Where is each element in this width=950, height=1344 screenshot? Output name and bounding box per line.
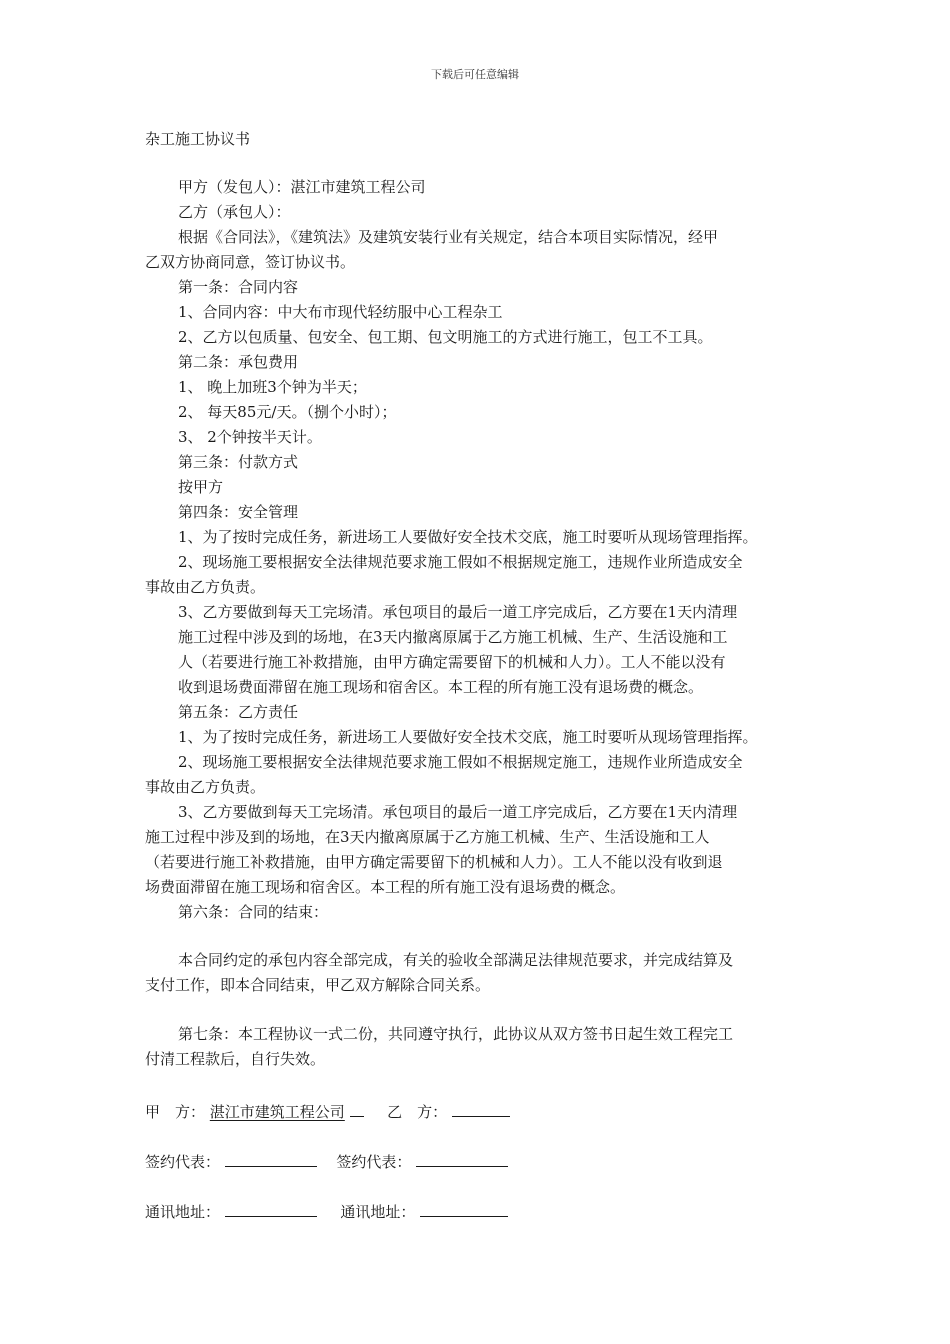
article-item: 按甲方 (178, 478, 224, 496)
preamble-line: 乙双方协商同意，签订协议书。 (145, 253, 356, 271)
article-item-cont: 场费面滞留在施工现场和宿舍区。本工程的所有施工没有退场费的概念。 (145, 878, 626, 896)
article-item: 3、乙方要做到每天工完场清。承包项目的最后一道工序完成后，乙方要在1天内清理 (178, 603, 738, 621)
article-item: 2、乙方以包质量、包安全、包工期、包文明施工的方式进行施工，包工不工具。 (178, 328, 713, 346)
article-item-cont: （若要进行施工补救措施，由甲方确定需要留下的机械和人力）。工人不能以没有收到退 (145, 853, 723, 871)
rep-a-label: 签约代表： (145, 1153, 221, 1171)
party-a-trailing-blank (350, 1100, 364, 1117)
article-body: 支付工作，即本合同结束，甲乙双方解除合同关系。 (145, 976, 491, 994)
article-item-cont: 收到退场费面滞留在施工现场和宿舍区。本工程的所有施工没有退场费的概念。 (178, 678, 704, 696)
signature-row-party (145, 1100, 510, 1122)
signature-row-rep (145, 1150, 508, 1172)
addr-b-label: 通讯地址： (340, 1203, 416, 1221)
article-item-cont: 人（若要进行施工补救措施，由甲方确定需要留下的机械和人力）。工人不能以没有 (178, 653, 726, 671)
party-a-label: 甲 方： (145, 1103, 206, 1121)
article-item-cont: 事故由乙方负责。 (145, 778, 266, 796)
signature-row-address (145, 1200, 508, 1222)
article-item: 3、乙方要做到每天工完场清。承包项目的最后一道工序完成后，乙方要在1天内清理 (178, 803, 738, 821)
article-item: 1、为了按时完成任务，新进场工人要做好安全技术交底，施工时要听从现场管理指挥。 (178, 728, 758, 746)
addr-a-blank (225, 1200, 317, 1217)
rep-a-blank (225, 1150, 317, 1167)
party-b-label: 乙 方： (387, 1103, 448, 1121)
party-b-blank (452, 1100, 510, 1117)
party-a-line: 甲方（发包人）：湛江市建筑工程公司 (178, 178, 426, 196)
article-heading: 第四条：安全管理 (178, 503, 299, 521)
article-heading: 第三条：付款方式 (178, 453, 299, 471)
article-heading: 第六条：合同的结束： (178, 903, 329, 921)
article-body: 本合同约定的承包内容全部完成，有关的验收全部满足法律规范要求，并完成结算及 (178, 951, 734, 969)
party-b-line: 乙方（承包人）： (178, 203, 291, 221)
addr-a-label: 通讯地址： (145, 1203, 221, 1221)
article-item: 1、 晚上加班3个钟为半天； (178, 378, 367, 396)
article-body: 付清工程款后，自行失效。 (145, 1050, 326, 1068)
article-item-cont: 施工过程中涉及到的场地，在3天内撤离原属于乙方施工机械、生产、生活设施和工 (178, 628, 728, 646)
preamble-line: 根据《合同法》，《建筑法》及建筑安装行业有关规定，结合本项目实际情况，经甲 (178, 228, 719, 246)
article-heading: 第一条：合同内容 (178, 278, 299, 296)
article-item: 2、 每天85元/天。（捌个小时）； (178, 403, 397, 421)
article-heading: 第七条：本工程协议一式二份，共同遵守执行，此协议从双方签书日起生效工程完工 (178, 1025, 734, 1043)
article-heading: 第二条：承包费用 (178, 353, 299, 371)
party-a-value: 湛江市建筑工程公司 (209, 1103, 345, 1121)
article-item-cont: 事故由乙方负责。 (145, 578, 266, 596)
article-item: 3、 2个钟按半天计。 (178, 428, 322, 446)
article-item: 1、合同内容：中大布市现代轻纺服中心工程杂工 (178, 303, 503, 321)
article-item: 1、为了按时完成任务，新进场工人要做好安全技术交底，施工时要听从现场管理指挥。 (178, 528, 758, 546)
header-note: 下载后可任意编辑 (431, 68, 519, 81)
document-title: 杂工施工协议书 (145, 130, 251, 148)
addr-b-blank (420, 1200, 508, 1217)
rep-b-blank (416, 1150, 508, 1167)
article-item: 2、现场施工要根据安全法律规范要求施工假如不根据规定施工，违规作业所造成安全 (178, 553, 743, 571)
rep-b-label: 签约代表： (336, 1153, 412, 1171)
article-item-cont: 施工过程中涉及到的场地，在3天内撤离原属于乙方施工机械、生产、生活设施和工人 (145, 828, 710, 846)
article-heading: 第五条：乙方责任 (178, 703, 299, 721)
article-item: 2、现场施工要根据安全法律规范要求施工假如不根据规定施工，违规作业所造成安全 (178, 753, 743, 771)
